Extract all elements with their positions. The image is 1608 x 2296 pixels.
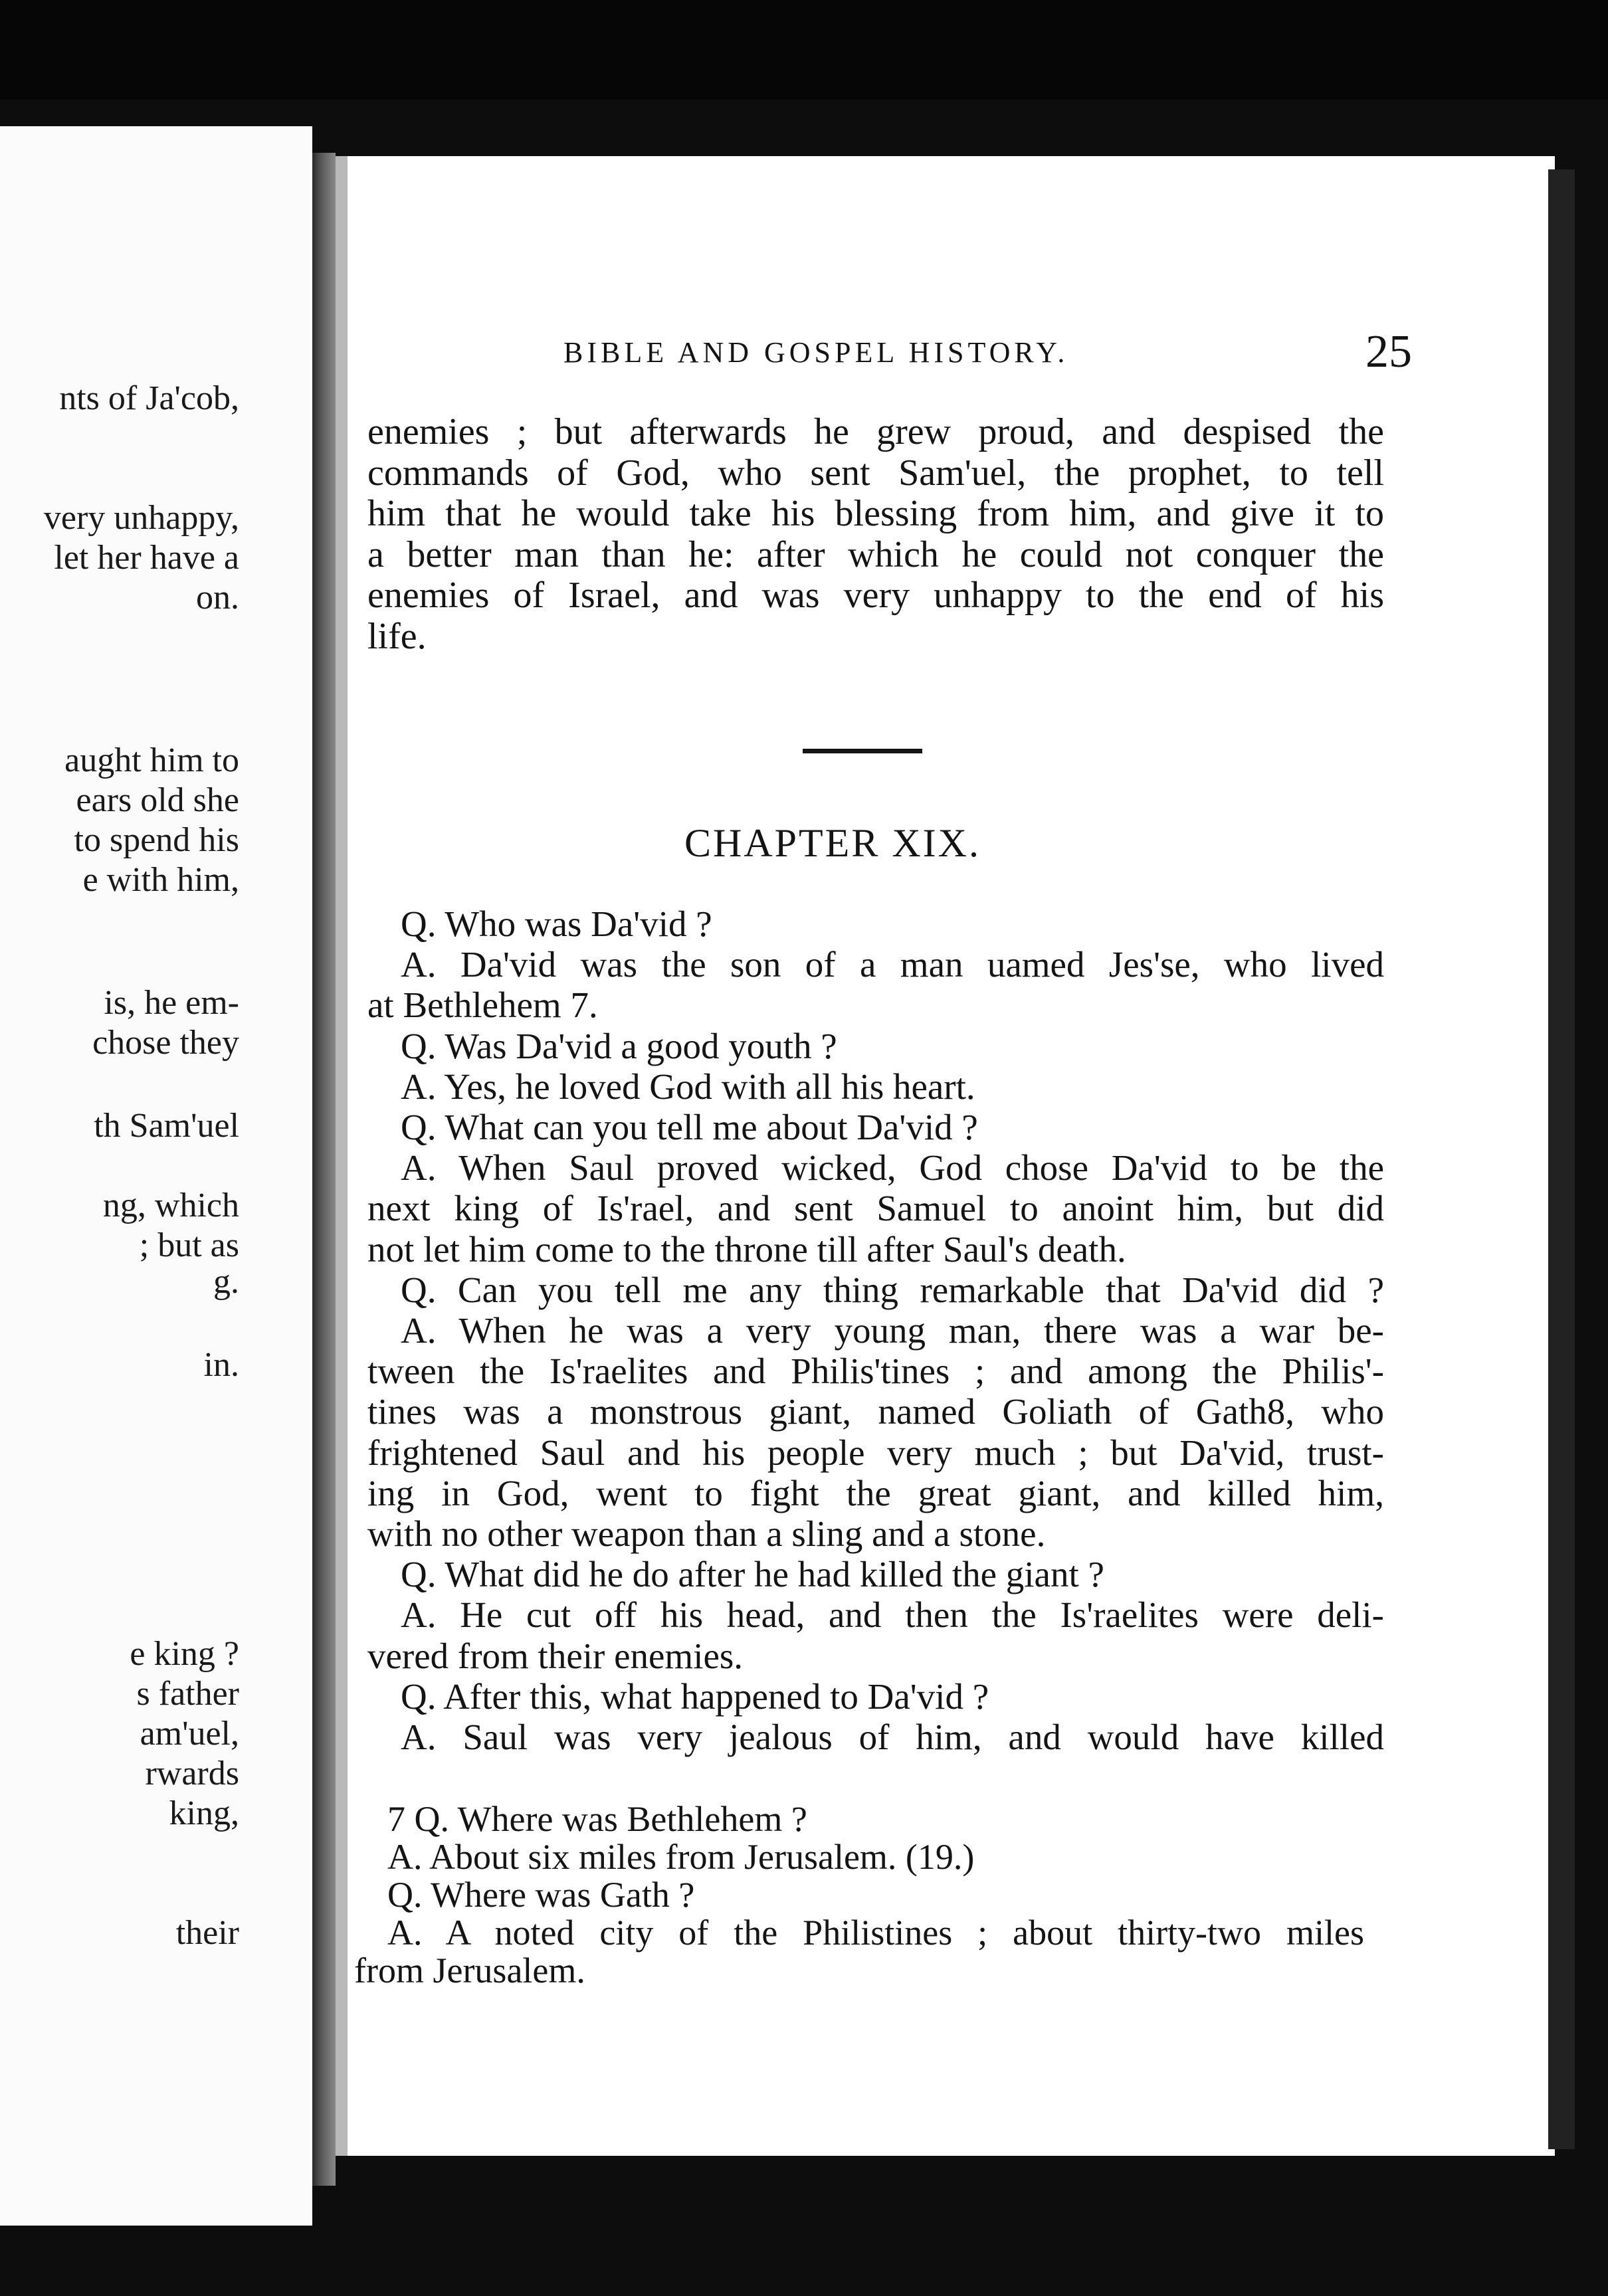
chapter-body (367, 904, 1384, 1757)
footnote-line: from Jerusalem. (354, 1951, 585, 1990)
answer-line: tween the Is'raelites and Philis'tines ; and among the Philis'- (367, 1351, 1384, 1392)
answer-line: frightened Saul and his people very much ; but Da'vid, trust- (367, 1432, 1384, 1473)
answer-line: vered from their enemies. (367, 1635, 744, 1676)
left-fragment: to spend his (74, 821, 239, 859)
question-line: Q. Can you tell me any thing remarkable that Da'vid did ? (401, 1269, 1384, 1310)
left-fragment: in. (203, 1346, 239, 1384)
answer-line: A. Saul was very jealous of him, and would have killed (401, 1717, 1384, 1758)
text-line: him that he would take his blessing from him, and give it to (367, 493, 1384, 534)
running-head: BIBLE AND GOSPEL HISTORY. (563, 336, 1069, 369)
right-page (336, 156, 1555, 2156)
text-line: enemies ; but afterwards he grew proud, and despised the (367, 411, 1384, 452)
left-fragment: s father (136, 1675, 239, 1713)
left-fragment: e king ? (130, 1635, 239, 1673)
footnotes (354, 1800, 1364, 1990)
answer-line: tines was a monstrous giant, named Goliath of Gath8, who (367, 1391, 1384, 1432)
left-fragment: ng, which (102, 1187, 239, 1224)
left-fragment: g. (213, 1263, 239, 1301)
text-line: a better man than he: after which he could not conquer the (367, 533, 1384, 575)
left-fragment: am'uel, (140, 1715, 239, 1753)
left-fragment: rwards (145, 1755, 239, 1792)
left-fragment: ears old she (76, 781, 239, 819)
page-number: 25 (1365, 326, 1412, 377)
text-line: enemies of Israel, and was very unhappy to the end of his (367, 575, 1384, 616)
question-line: Q. What did he do after he had killed the giant ? (401, 1554, 1104, 1595)
question-line: Q. Who was Da'vid ? (401, 904, 712, 944)
left-fragment: is, he em- (104, 984, 239, 1022)
section-divider (803, 749, 922, 753)
left-facing-page (0, 126, 312, 2226)
footnote-line: Q. Where was Gath ? (387, 1875, 695, 1915)
footnote-line: 7 Q. Where was Bethlehem ? (387, 1799, 807, 1839)
left-fragment: chose they (92, 1024, 239, 1062)
question-line: Q. Was Da'vid a good youth ? (401, 1025, 837, 1066)
scanner-edge (0, 0, 1608, 100)
left-fragment: king, (169, 1794, 239, 1832)
answer-line: ing in God, went to fight the great giant, and killed him, (367, 1472, 1384, 1513)
answer-line: A. When he was a very young man, there was a war be- (401, 1310, 1384, 1351)
answer-line: with no other weapon than a sling and a stone. (367, 1513, 1046, 1555)
left-fragment: ; but as (139, 1226, 239, 1264)
answer-line: A. He cut off his head, and then the Is'raelites were deli- (401, 1594, 1384, 1636)
answer-line: A. Da'vid was the son of a man uamed Jes'se, who lived (401, 944, 1384, 985)
left-fragment: on. (196, 579, 239, 617)
answer-line: A. Yes, he loved God with all his heart. (401, 1066, 975, 1107)
answer-line: A. When Saul proved wicked, God chose Da'vid to be the (401, 1147, 1384, 1189)
chapter-title: CHAPTER XIX. (684, 821, 981, 865)
question-line: Q. After this, what happened to Da'vid ? (401, 1675, 989, 1717)
answer-line: next king of Is'rael, and sent Samuel to anoint him, but did (367, 1188, 1384, 1229)
page-edge-shadow (1548, 169, 1575, 2149)
left-fragment: aught him to (64, 741, 239, 779)
continuation-paragraph (367, 412, 1384, 657)
book-gutter (312, 153, 336, 2186)
left-fragment: let her have a (54, 539, 239, 577)
answer-line: not let him come to the throne till after Saul's death. (367, 1228, 1126, 1270)
left-fragment: e with him, (82, 861, 239, 899)
left-fragment: very unhappy, (43, 499, 239, 537)
left-fragment: nts of Ja'cob, (59, 379, 239, 417)
footnote-line: A. A noted city of the Philistines ; about thirty-two miles (387, 1913, 1364, 1953)
left-fragment: th Sam'uel (94, 1107, 239, 1145)
question-line: Q. What can you tell me about Da'vid ? (401, 1107, 978, 1148)
footnote-line: A. About six miles from Jerusalem. (19.) (387, 1837, 975, 1877)
text-line: commands of God, who sent Sam'uel, the prophet, to tell (367, 452, 1384, 494)
answer-line: at Bethlehem 7. (367, 985, 598, 1026)
left-fragment: their (175, 1914, 239, 1952)
left-page-text (0, 126, 312, 2226)
text-line: life. (367, 615, 427, 657)
